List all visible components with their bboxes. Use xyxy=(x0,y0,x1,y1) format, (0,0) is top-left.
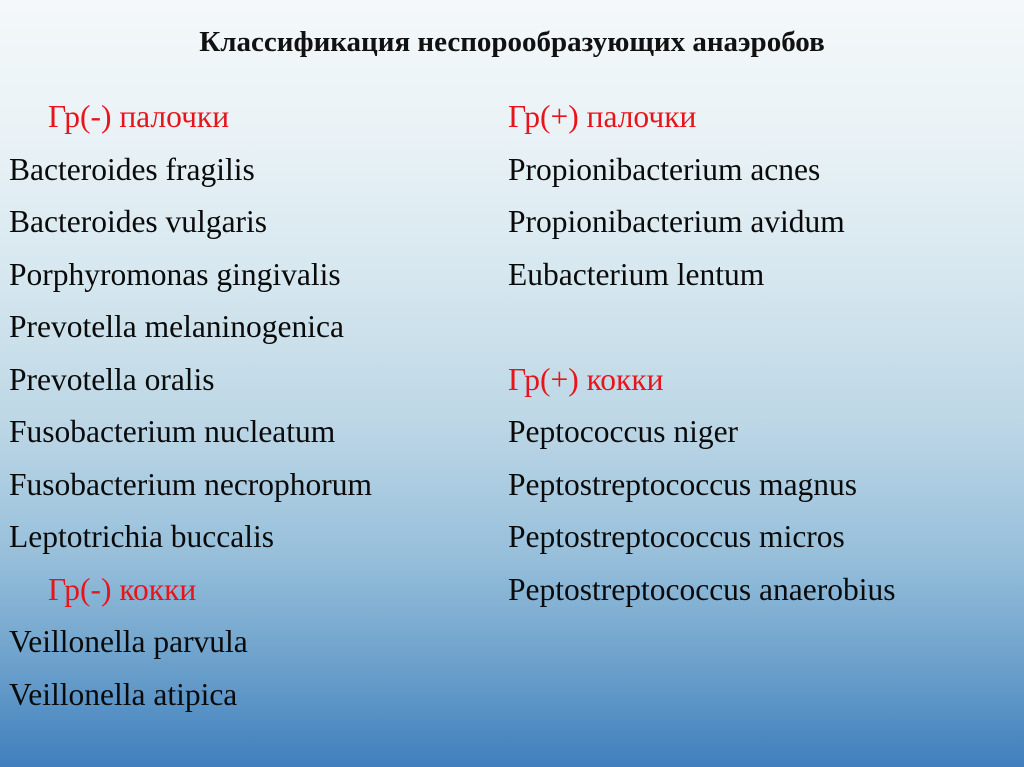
list-item: Fusobacterium nucleatum xyxy=(9,414,336,449)
list-item: Peptostreptococcus micros xyxy=(508,519,845,554)
list-item: Leptotrichia buccalis xyxy=(9,519,275,554)
left-column-list xyxy=(9,91,372,721)
list-item: Peptococcus niger xyxy=(508,414,739,449)
list-item: Porphyromonas gingivalis xyxy=(9,256,341,292)
list-item: Veillonella parvula xyxy=(9,624,248,659)
gram-negative-cocci-heading: Гр(-) кокки xyxy=(48,571,197,607)
list-item: Prevotella oralis xyxy=(9,361,215,397)
list-item: Peptostreptococcus magnus xyxy=(508,466,858,502)
list-item: Bacteroides fragilis xyxy=(9,151,255,187)
gram-positive-cocci-heading: Гр(+) кокки xyxy=(508,361,664,397)
list-item: Propionibacterium avidum xyxy=(508,204,845,239)
list-item: Fusobacterium necrophorum xyxy=(9,466,373,502)
list-item: Eubacterium lentum xyxy=(508,256,765,292)
list-item: Propionibacterium acnes xyxy=(508,151,821,187)
gram-negative-rods-heading: Гр(-) палочки xyxy=(48,99,230,134)
list-item: Veillonella atipica xyxy=(9,676,238,712)
list-item: Bacteroides vulgaris xyxy=(9,204,268,239)
slide-title: Классификация неспорообразующих анаэробов xyxy=(199,26,825,58)
list-item-empty xyxy=(508,301,896,354)
gram-positive-rods-heading: Гр(+) палочки xyxy=(508,99,697,134)
list-item: Prevotella melaninogenica xyxy=(9,309,344,344)
right-column-list xyxy=(508,91,896,616)
list-item: Peptostreptococcus anaerobius xyxy=(508,571,896,607)
